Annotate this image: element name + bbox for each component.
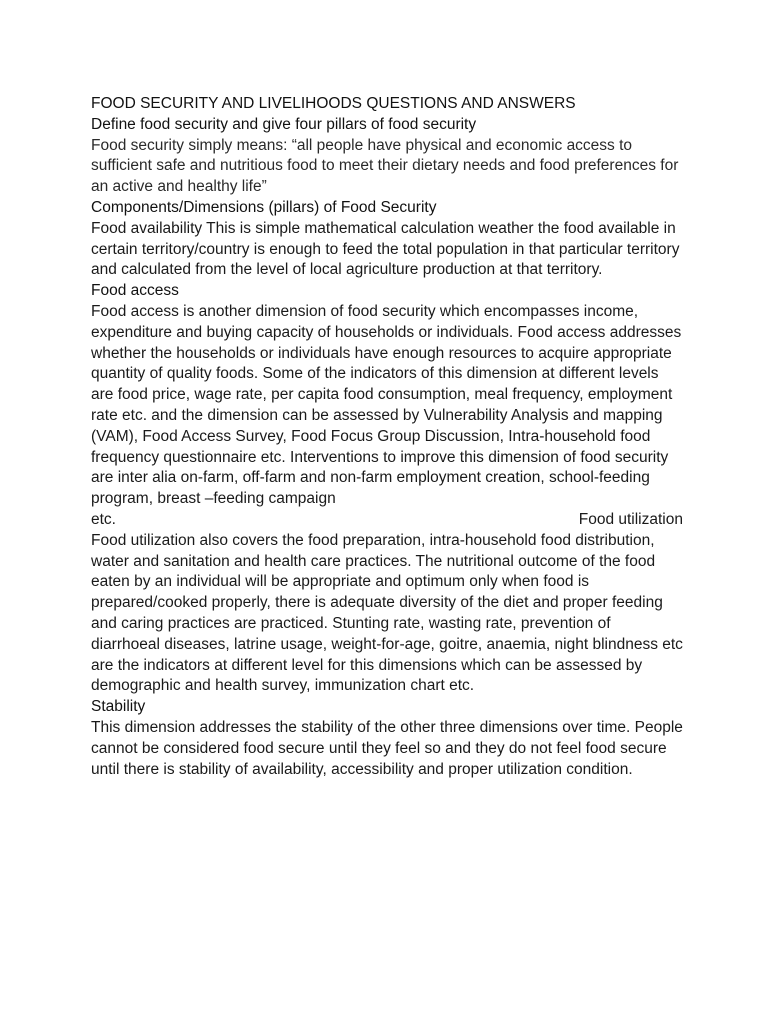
access-heading: Food access xyxy=(91,282,179,300)
utilization-heading: Food utilization xyxy=(578,510,683,528)
definition-paragraph: Food security simply means: “all people have physical and economic access to sufficient safe and nutritious food to meet their dietary needs and food preferences for an active and healthy life” xyxy=(91,136,679,196)
access-trailing-text: etc. xyxy=(91,510,116,528)
availability-heading: Food availability xyxy=(91,219,203,237)
availability-paragraph xyxy=(91,219,683,281)
access-trailing-line xyxy=(91,510,683,531)
document-title: FOOD SECURITY AND LIVELIHOODS QUESTIONS AND ANSWERS xyxy=(91,95,576,112)
access-paragraph: Food access is another dimension of food security which encompasses income, expenditure and buying capacity of households or individuals. Food access addresses whether the households or individuals have enough resources to acquire appropriate quantity of quality foods. Some of the indicators of this dimension at different levels are food price, wage rate, per capita food consumption, meal frequency, employment rate etc. and the dimension can be assessed by Vulnerability Analysis and mapping (VAM), Food Access Survey, Food Focus Group Discussion, Intra-household food frequency questionnaire etc. Interventions to improve this dimension of food security are inter alia on-farm, off-farm and non-farm employment creation, school-feeding program, breast –feeding campaign xyxy=(91,302,682,508)
question-heading: Define food security and give four pillars of food security xyxy=(91,115,477,133)
stability-heading: Stability xyxy=(91,698,146,716)
availability-text: This is simple mathematical calculation weather the food available in certain territory/country is enough to feed the total population in that particular territory and calculated from the level of local agriculture production at that territory. xyxy=(91,219,680,279)
components-heading: Components/Dimensions (pillars) of Food Security xyxy=(91,198,437,216)
stability-paragraph: This dimension addresses the stability of the other three dimensions over time. People cannot be considered food secure until they feel so and they do not feel food secure until there is stability of availability, accessibility and proper utilization condition. xyxy=(91,718,683,778)
document-page xyxy=(91,94,683,780)
utilization-paragraph: Food utilization also covers the food preparation, intra-household food distribution, water and sanitation and health care practices. The nutritional outcome of the food eaten by an individual will be appropriate and optimum only when food is prepared/cooked properly, there is adequate diversity of the diet and proper feeding and caring practices are practiced. Stunting rate, wasting rate, prevention of diarrhoeal diseases, latrine usage, weight-for-age, goitre, anaemia, night blindness etc are the indicators at different level for this dimensions which can be assessed by demographic and health survey, immunization chart etc. xyxy=(91,531,683,695)
